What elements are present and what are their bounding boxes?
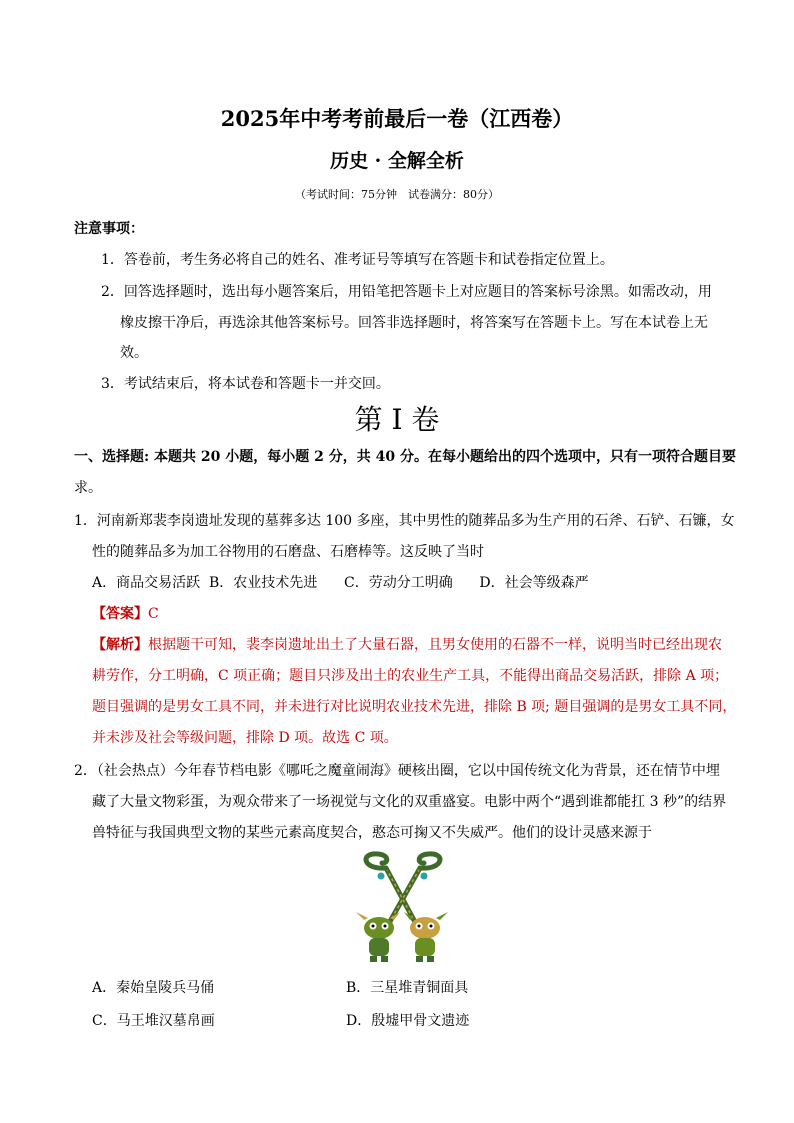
notice-heading: 注意事项： — [74, 221, 144, 237]
notice-item-1: 1．答卷前，考生务必将自己的姓名、准考证号等填写在答题卡和试卷指定位置上。 — [101, 252, 614, 268]
answer-label: 【答案】 — [92, 606, 148, 622]
q1-analysis-line-2: 耕劳作，分工明确，C 项正确；题目只涉及出土的农业生产工具，不能得出商品交易活跃，排除 A 项； — [92, 668, 729, 684]
q2-stem-line-2: 藏了大量文物彩蛋，为观众带来了一场视觉与文化的双重盛宴。电影中两个“遇到谁都能扛 3 秒”的结界 — [92, 794, 727, 810]
section-intro-line-1: 一、选择题: 本题共 20 小题，每小题 2 分，共 40 分。在每小题给出的四个选项中，只有一项符合题目要 — [74, 449, 736, 465]
guardian-beasts-image — [352, 850, 452, 965]
q2-option-d: D．殷墟甲骨文遗迹 — [346, 1013, 470, 1029]
q2-option-a: A．秦始皇陵兵马俑 — [92, 980, 215, 996]
answer-value: C — [148, 606, 159, 622]
exam-info: （考试时间：75分钟 试卷满分：80分） — [295, 188, 499, 201]
notice-item-3: 3．考试结束后，将本试卷和答题卡一并交回。 — [101, 376, 390, 392]
page-title: 2025年中考考前最后一卷（江西卷） — [220, 106, 574, 131]
notice-item-2-line-2: 橡皮擦干净后，再选涂其他答案标号。回答非选择题时，将答案写在答题卡上。写在本试卷上无 — [120, 315, 708, 331]
q1-analysis-line-3: 题目强调的是男女工具不同，并未进行对比说明农业技术先进，排除 B 项; 题目强调的是男女工具不同， — [92, 699, 737, 715]
section-title: 第 I 卷 — [354, 403, 440, 436]
q2-option-b: B．三星堆青铜面具 — [346, 980, 469, 996]
q1-analysis-line-1 — [92, 634, 722, 654]
notice-item-2-line-1: 2．回答选择题时，选出每小题答案后，用铅笔把答题卡上对应题目的答案标号涂黑。如需改动，用 — [101, 284, 712, 300]
q1-stem-line-2: 性的随葬品多为加工谷物用的石磨盘、石磨棒等。这反映了当时 — [92, 544, 484, 560]
q1-analysis-line-4: 并未涉及社会等级问题，排除 D 项。故选 C 项。 — [92, 730, 398, 746]
q1-options: A．商品交易活跃 B．农业技术先进 C．劳动分工明确 D．社会等级森严 — [92, 575, 589, 591]
q2-stem-line-1: 2．（社会热点）今年春节档电影《哪吒之魔童闹海》硬核出圈，它以中国传统文化为背景，还在情节中埋 — [74, 763, 720, 779]
page-subtitle: 历史 · 全解全析 — [330, 150, 464, 172]
analysis-text: 根据题干可知，裴李岗遗址出土了大量石器，且男女使用的石器不一样，说明当时已经出现农 — [148, 637, 722, 653]
notice-item-2-line-3: 效。 — [120, 345, 148, 361]
q2-stem-line-3: 兽特征与我国典型文物的某些元素高度契合，憨态可掬又不失威严。他们的设计灵感来源于 — [92, 825, 652, 841]
q1-answer — [92, 603, 159, 623]
q1-stem-line-1: 1．河南新郑裴李岗遗址发现的墓葬多达 100 多座，其中男性的随葬品多为生产用的石斧、石铲、石镰，女 — [74, 513, 735, 529]
analysis-label: 【解析】 — [92, 637, 148, 653]
q2-option-c: C．马王堆汉墓帛画 — [92, 1013, 215, 1029]
section-intro-line-2: 求。 — [74, 480, 102, 496]
